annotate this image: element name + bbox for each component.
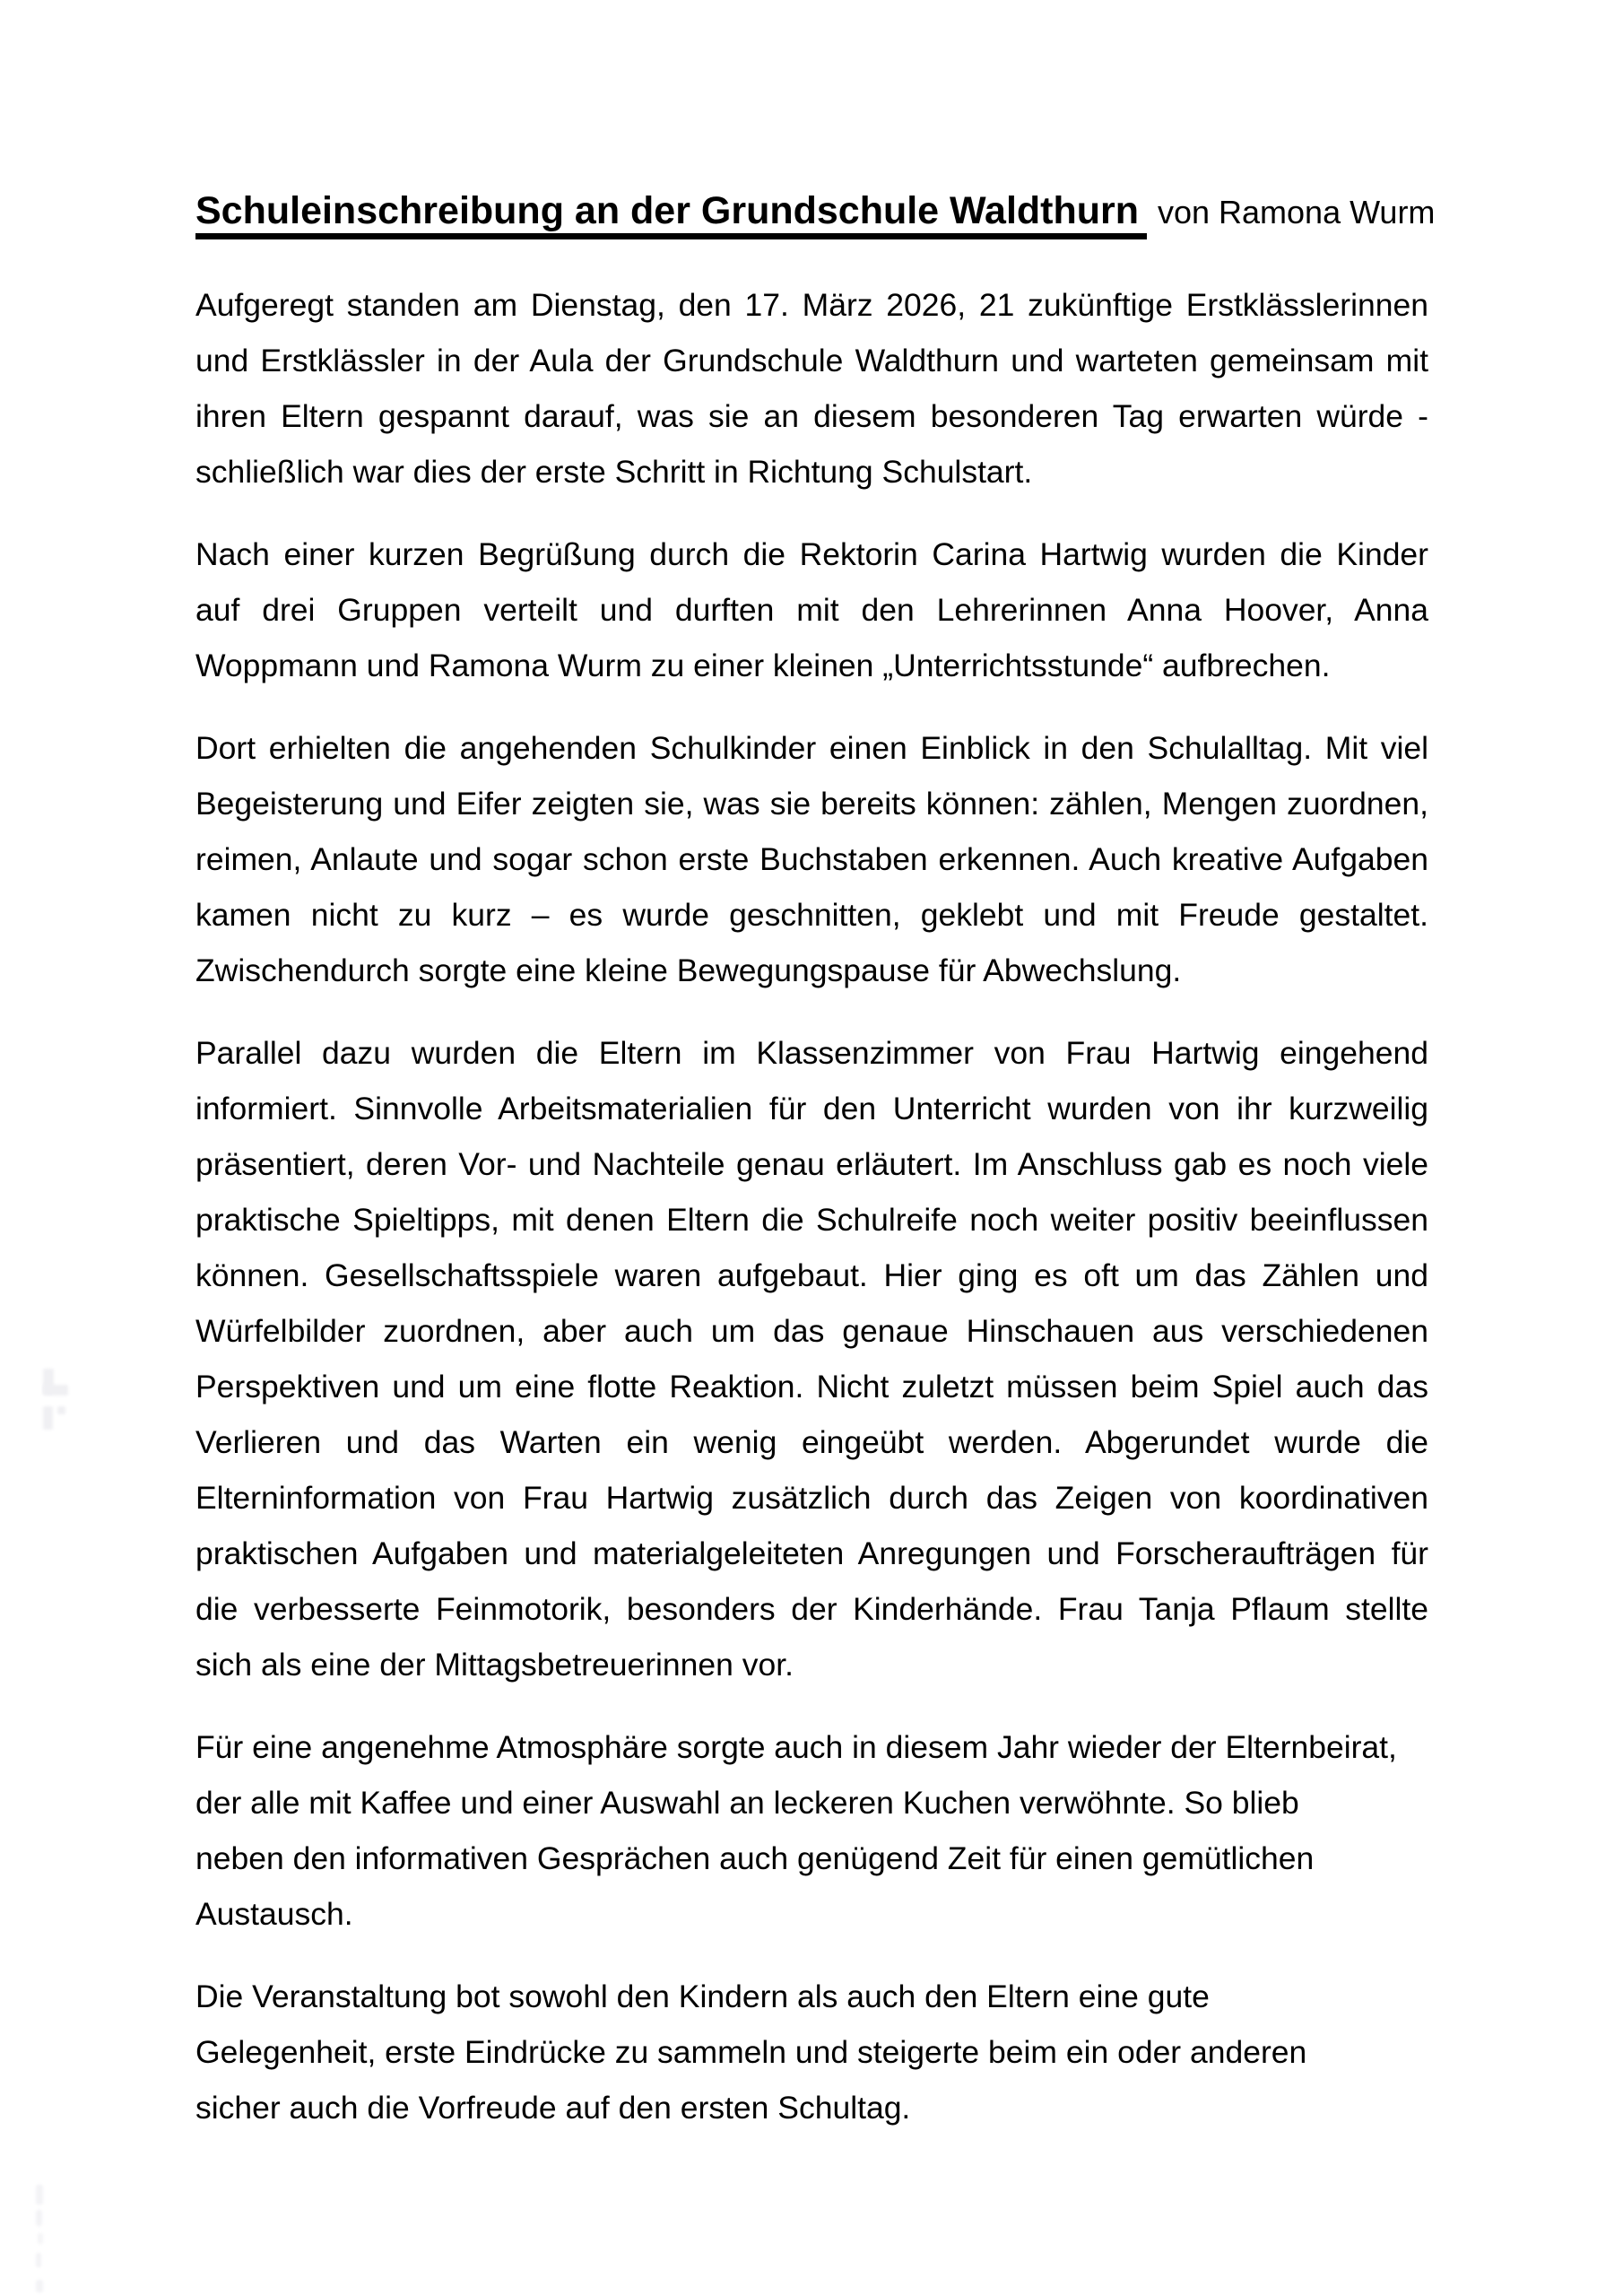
text-line: schließlich war dies der erste Schritt in Richtung Schulstart. — [195, 454, 1033, 490]
paragraph — [195, 1025, 1428, 1692]
scan-artifact — [36, 2185, 43, 2205]
text-line: Elterninformation von Frau Hartwig zusätzlich durch das Zeigen von koordinativen — [195, 1480, 1428, 1516]
text-line: können. Gesellschaftsspiele waren aufgebaut. Hier ging es oft um das Zählen und — [195, 1257, 1428, 1293]
text-line: der alle mit Kaffee und einer Auswahl an leckeren Kuchen verwöhnte. So blieb — [195, 1785, 1299, 1821]
text-line: auf drei Gruppen verteilt und durften mit den Lehrerinnen Anna Hoover, Anna — [195, 592, 1428, 628]
text-line: Parallel dazu wurden die Eltern im Klassenzimmer von Frau Hartwig eingehend — [195, 1035, 1428, 1071]
text-line: praktische Spieltipps, mit denen Eltern die Schulreife noch weiter positiv beeinflussen — [195, 1202, 1428, 1238]
paragraph — [195, 1719, 1428, 1942]
scan-artifact — [38, 2233, 43, 2244]
text-line: Verlieren und das Warten ein wenig eingeübt werden. Abgerundet wurde die — [195, 1424, 1428, 1460]
text-line: Perspektiven und um eine flotte Reaktion. Nicht zuletzt müssen beim Spiel auch das — [195, 1369, 1428, 1405]
text-line: reimen, Anlaute und sogar schon erste Buchstaben erkennen. Auch kreative Aufgaben — [195, 841, 1428, 877]
text-line: und Erstklässler in der Aula der Grundschule Waldthurn und warteten gemeinsam mit — [195, 343, 1428, 378]
scan-artifact — [36, 2253, 41, 2267]
text-line: Zwischendurch sorgte eine kleine Bewegungspause für Abwechslung. — [195, 952, 1182, 988]
smudge-artifact — [43, 1406, 53, 1430]
paragraph — [195, 1969, 1428, 2135]
text-line: die verbesserte Feinmotorik, besonders der Kinderhände. Frau Tanja Pflaum stellte — [195, 1591, 1428, 1627]
text-line: Dort erhielten die angehenden Schulkinder einen Einblick in den Schulalltag. Mit viel — [195, 730, 1428, 766]
text-line: Würfelbilder zuordnen, aber auch um das genaue Hinschauen aus verschiedenen — [195, 1313, 1428, 1349]
text-line: Aufgeregt standen am Dienstag, den 17. März 2026, 21 zukünftige Erstklässlerinnen — [195, 287, 1428, 323]
paragraph — [195, 277, 1428, 500]
text-line: Woppmann und Ramona Wurm zu einer kleinen „Unterrichtsstunde“ aufbrechen. — [195, 648, 1331, 683]
title-text: Schuleinschreibung an der Grundschule Waldthurn — [195, 189, 1147, 239]
text-line: informiert. Sinnvolle Arbeitsmaterialien für den Unterricht wurden von ihr kurzweilig — [195, 1091, 1428, 1126]
paragraph — [195, 526, 1428, 693]
text-line: kamen nicht zu kurz – es wurde geschnitten, geklebt und mit Freude gestaltet. — [195, 897, 1428, 933]
text-line: Begeisterung und Eifer zeigten sie, was sie bereits können: zählen, Mengen zuordnen, — [195, 786, 1428, 822]
scan-artifact — [36, 2210, 42, 2226]
text-line: sicher auch die Vorfreude auf den ersten Schultag. — [195, 2090, 911, 2126]
smudge-artifact — [57, 1406, 65, 1414]
document-content — [195, 188, 1436, 2162]
text-line: Austausch. — [195, 1896, 353, 1932]
text-line: präsentiert, deren Vor- und Nachteile genau erläutert. Im Anschluss gab es noch viele — [195, 1146, 1428, 1182]
document-title — [195, 188, 1436, 235]
text-line: sich als eine der Mittagsbetreuerinnen vor. — [195, 1647, 794, 1683]
text-line: praktischen Aufgaben und materialgeleiteten Anregungen und Forscheraufträgen für — [195, 1535, 1428, 1571]
text-line: Die Veranstaltung bot sowohl den Kindern als auch den Eltern eine gute — [195, 1979, 1210, 2014]
paragraph — [195, 720, 1428, 998]
paragraphs — [195, 277, 1428, 2135]
text-line: ihren Eltern gespannt darauf, was sie an diesem besonderen Tag erwarten würde - — [195, 398, 1428, 434]
text-line: Für eine angenehme Atmosphäre sorgte auch in diesem Jahr wieder der Elternbeirat, — [195, 1729, 1397, 1765]
smudge-artifact — [43, 1385, 68, 1396]
text-line: Nach einer kurzen Begrüßung durch die Rektorin Carina Hartwig wurden die Kinder — [195, 536, 1428, 572]
text-line: neben den informativen Gesprächen auch genügend Zeit für einen gemütlichen — [195, 1840, 1315, 1876]
title-byline: von Ramona Wurm — [1157, 194, 1436, 230]
scan-artifact — [36, 2280, 43, 2292]
text-line: Gelegenheit, erste Eindrücke zu sammeln und steigerte beim ein oder anderen — [195, 2034, 1307, 2070]
